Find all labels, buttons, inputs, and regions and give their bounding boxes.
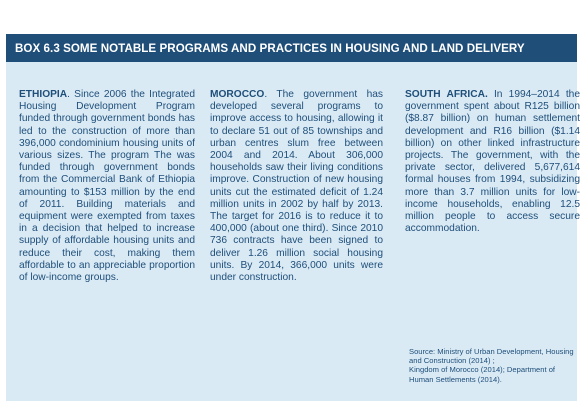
source-line-2: Kingdom of Morocco (2014); Department of Human Settlements (2014). (409, 365, 556, 384)
info-box (6, 34, 580, 401)
morocco-heading: MOROCCO (210, 89, 265, 100)
morocco-column (210, 89, 383, 284)
south-africa-text: In 1994–2014 the government spent about R125 billion ($8.87 billion) on human settlement development and R16 billion ($1.14 billion) on other linked infrastructure projects. The government, with the private sector, delivered 5,677,614 formal houses from 1994, subsidizing more than 3.7 million units for low-income households, enabling 12.5 million people to access secure accommodation. (405, 89, 580, 235)
morocco-text: . The government has developed several programs to improve access to housing, allowing it to declare 51 out of 85 townships and urban centres slum free between 2004 and 2014. About 306,000 households saw their living conditions improve. Construction of new housing units cut the estimated deficit of 1.24 million units in 2002 by half by 2013. The target for 2016 is to reduce it to 400,000 (about one third). Since 2010 736 contracts have been signed to deliver 1.26 million social housing units. By 2014, 366,000 units were under construction. (210, 89, 383, 284)
ethiopia-heading: ETHIOPIA (19, 89, 68, 100)
box-header (6, 34, 577, 62)
south-africa-heading: SOUTH AFRICA. (405, 89, 488, 100)
source-line-1: Source: Ministry of Urban Development, Housing and Construction (2014) ; (409, 347, 574, 366)
ethiopia-text: . Since 2006 the Integrated Housing Development Program funded through government bonds has led to the construction of more than 396,000 condominium housing units of various sizes. The program The was funded through government bonds from the Commercial Bank of Ethiopia amounting to $153 million by the end of 2011. Building materials and equipment were exempted from taxes in a decision that helped to increase supply of affordable housing units and reduce their cost, making them affordable to an appreciable proportion of low-income groups. (19, 89, 195, 284)
ethiopia-column (19, 89, 195, 284)
south-africa-column (405, 89, 580, 235)
source-note (409, 347, 581, 384)
box-title: BOX 6.3 SOME NOTABLE PROGRAMS AND PRACTICES IN HOUSING AND LAND DELIVERY (15, 41, 525, 55)
